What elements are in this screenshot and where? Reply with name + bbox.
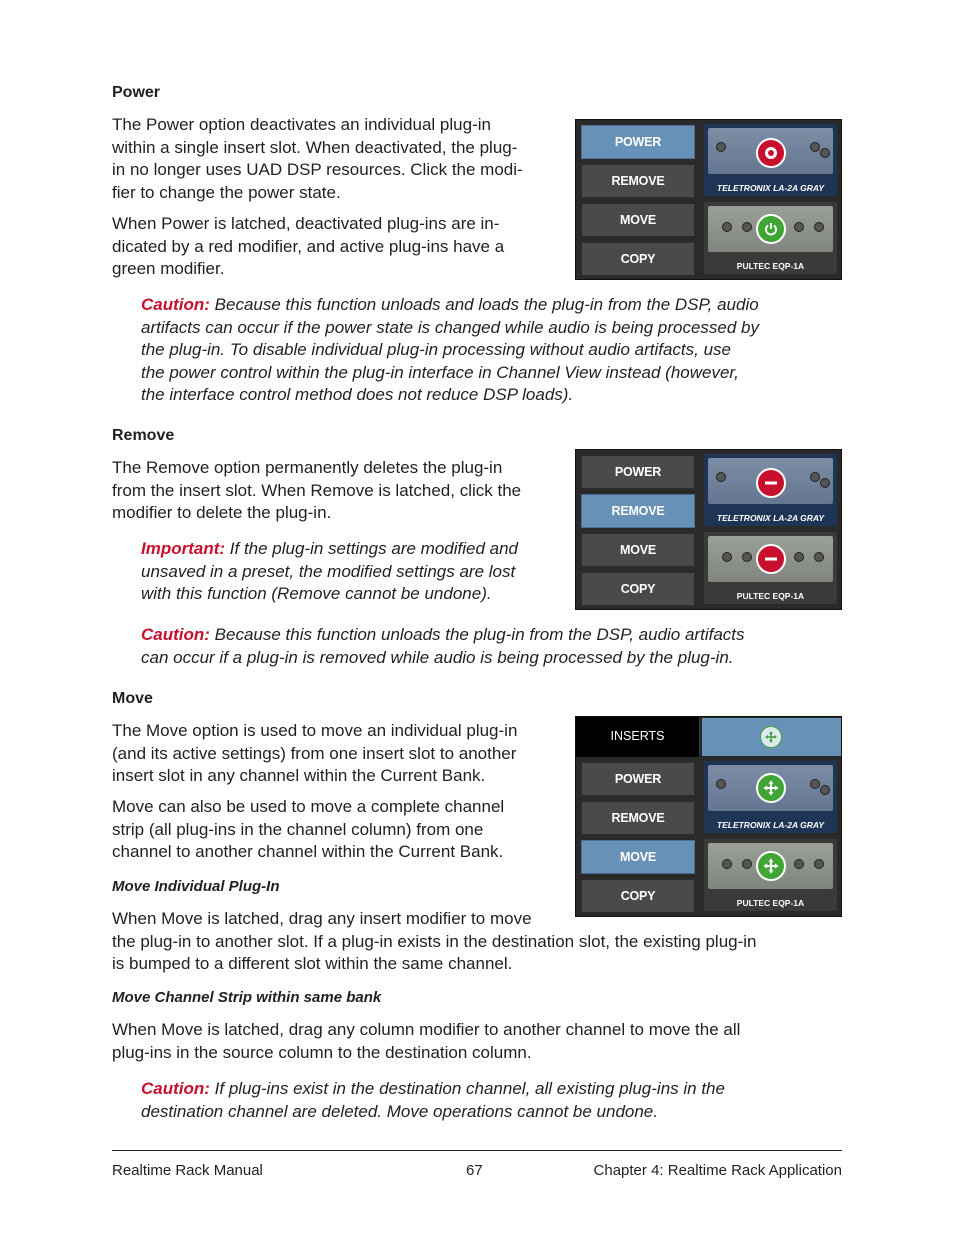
move-heading: Move [112, 690, 153, 707]
power-off-red-modifier-icon[interactable] [756, 138, 786, 168]
power-button[interactable]: POWER [581, 762, 695, 796]
remove-minus-modifier-icon[interactable] [756, 544, 786, 574]
power-button[interactable]: POWER [581, 125, 695, 159]
power-heading: Power [112, 84, 161, 101]
insert-slot-pultec[interactable] [704, 202, 837, 274]
copy-button[interactable]: COPY [581, 242, 695, 276]
remove-caution: Caution: Because this function unloads the plug-in from the DSP, audio artifacts can occur if a plug-in is removed while audio is being processed by the plug-in. [141, 625, 745, 667]
inserts-header [576, 717, 700, 757]
move-caution: Caution: If plug-ins exist in the destination channel, all existing plug-ins in the destination channel are deleted. Move operations cannot be undone. [141, 1079, 725, 1121]
remove-heading: Remove [112, 427, 175, 444]
move-button[interactable]: MOVE [581, 840, 695, 874]
copy-button[interactable]: COPY [581, 879, 695, 913]
power-caution: Caution: Because this function unloads and loads the plug-in from the DSP, audio artifacts can occur if the power state is changed while audio is being processed by the plug-in. To disable individual plug-in processing without audio artifacts, use the power control within the plug-in interface in Channel View instead (however, the interface control method does not reduce DSP loads). [141, 295, 760, 404]
inserts-label: INSERTS [610, 729, 665, 743]
power-on-green-modifier-icon[interactable] [756, 214, 786, 244]
insert-slot-la2a[interactable] [704, 124, 837, 196]
insert-slot-pultec[interactable] [704, 839, 837, 911]
power-paragraph-1: The Power option deactivates an individual plug-in within a single insert slot. When deactivated, the plug- in no longer uses UAD DSP resources. Click the modi- fier to change the power state. [112, 115, 523, 202]
insert-slot-la2a[interactable] [704, 454, 837, 526]
move-paragraph-3: When Move is latched, drag any insert modifier to move the plug-in to another slot. If a plug-in exists in the destination slot, the existing plug-in is bumped to a different slot within the same channel. [112, 909, 757, 973]
pultec-plugin-name: PULTEC EQP-1A [736, 261, 805, 271]
remove-button[interactable]: REMOVE [581, 164, 695, 198]
move-subheading-individual: Move Individual Plug-In [112, 878, 280, 895]
remove-button[interactable]: REMOVE [581, 494, 695, 528]
copy-button[interactable]: COPY [581, 572, 695, 606]
move-paragraph-2: Move can also be used to move a complete channel strip (all plug-ins in the channel column) from one channel to another channel within the Current Bank. [112, 797, 505, 861]
move-arrows-modifier-icon[interactable] [756, 851, 786, 881]
power-button[interactable]: POWER [581, 455, 695, 489]
move-arrows-modifier-icon[interactable] [756, 773, 786, 803]
footer-manual-title: Realtime Rack Manual [112, 1162, 263, 1179]
column-modifier[interactable] [702, 718, 841, 756]
remove-important-note: Important: If the plug-in settings are modified and unsaved in a preset, the modified settings are lost with this function (Remove cannot be undone). [141, 539, 518, 603]
remove-button[interactable]: REMOVE [581, 801, 695, 835]
la2a-plugin-name: TELETRONIX LA-2A GRAY [716, 820, 825, 830]
footer-page-number: 67 [466, 1162, 483, 1179]
insert-slot-la2a[interactable] [704, 761, 837, 833]
pultec-plugin-name: PULTEC EQP-1A [736, 591, 805, 601]
insert-slot-pultec[interactable] [704, 532, 837, 604]
footer-rule [112, 1150, 842, 1151]
move-paragraph-4: When Move is latched, drag any column modifier to another channel to move the all plug-ins in the source column to the destination column. [112, 1020, 741, 1062]
move-subheading-channel-strip: Move Channel Strip within same bank [112, 989, 382, 1006]
footer-chapter-title: Chapter 4: Realtime Rack Application [593, 1162, 842, 1179]
move-button[interactable]: MOVE [581, 203, 695, 237]
la2a-plugin-name: TELETRONIX LA-2A GRAY [716, 513, 825, 523]
remove-minus-modifier-icon[interactable] [756, 468, 786, 498]
move-column-modifier-icon[interactable] [760, 726, 782, 748]
power-modifier-panel [575, 119, 842, 280]
la2a-plugin-name: TELETRONIX LA-2A GRAY [716, 183, 825, 193]
remove-modifier-panel [575, 449, 842, 610]
move-paragraph-1: The Move option is used to move an individual plug-in (and its active settings) from one insert slot to another insert slot in any channel within the Current Bank. [112, 721, 518, 785]
move-button[interactable]: MOVE [581, 533, 695, 567]
move-modifier-panel [575, 716, 842, 917]
power-paragraph-2: When Power is latched, deactivated plug-ins are in- dicated by a red modifier, and active plug-ins have a green modifier. [112, 214, 505, 278]
pultec-plugin-name: PULTEC EQP-1A [736, 898, 805, 908]
remove-paragraph-1: The Remove option permanently deletes the plug-in from the insert slot. When Remove is latched, click the modifier to delete the plug-in. [112, 458, 522, 522]
